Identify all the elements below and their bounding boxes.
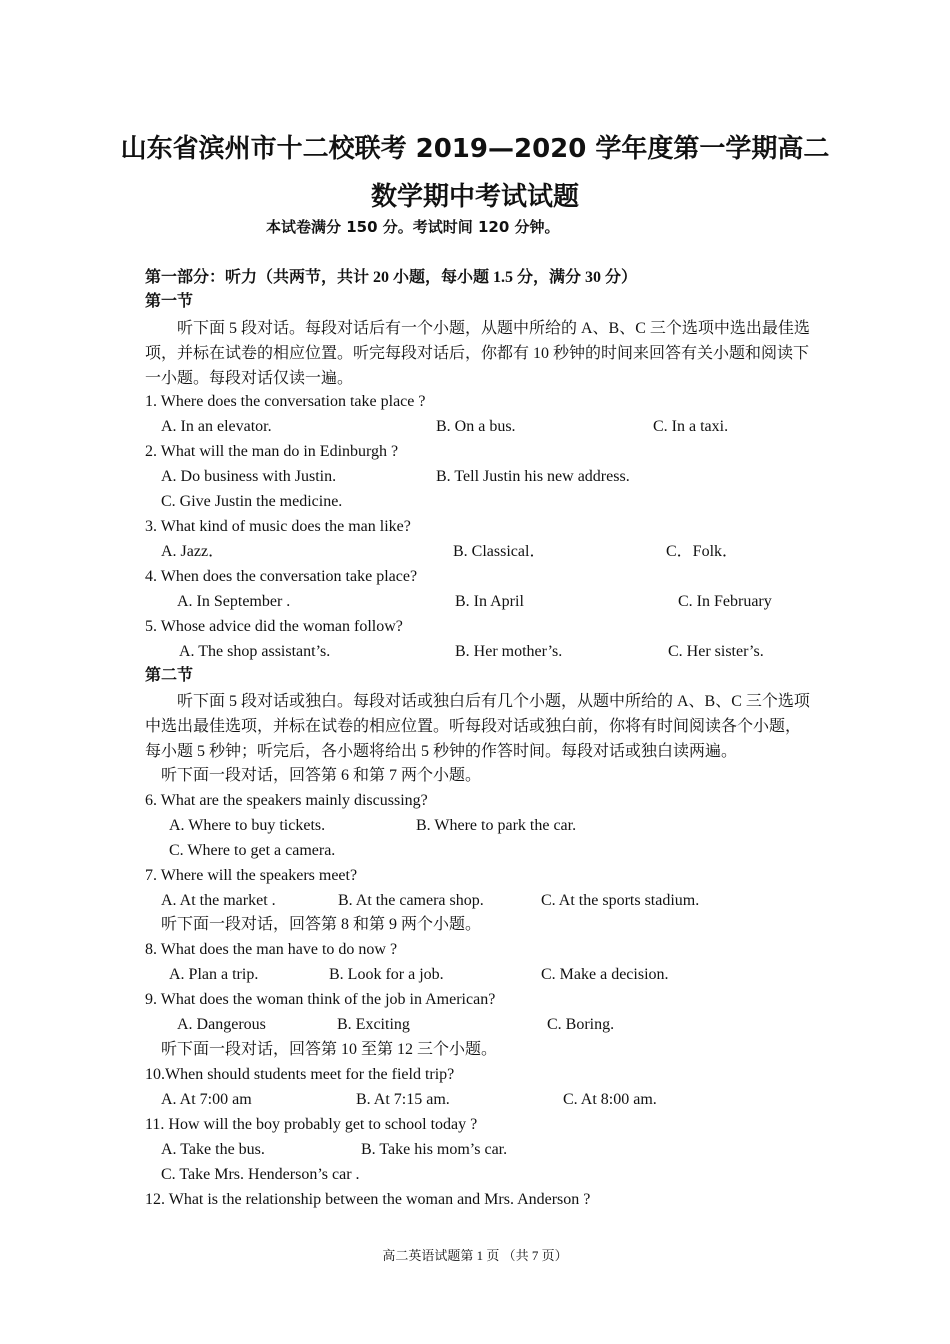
q2-option-a: A. Do business with Justin. bbox=[161, 468, 337, 485]
question-11: 11. How will the boy probably get to school today ? bbox=[145, 1116, 478, 1133]
q5-option-b: B. Her mother’s. bbox=[455, 643, 563, 660]
q6-option-a: A. Where to buy tickets. bbox=[169, 817, 326, 834]
q11-option-a: A. Take the bus. bbox=[161, 1141, 265, 1158]
q1-option-c: C. In a taxi. bbox=[653, 418, 729, 435]
q4-option-a: A. In September . bbox=[177, 593, 291, 610]
q9-option-a: A. Dangerous bbox=[177, 1016, 266, 1033]
q8-option-a: A. Plan a trip. bbox=[169, 966, 259, 983]
q8-option-c: C. Make a decision. bbox=[541, 966, 669, 983]
group-3-intro: 听下面一段对话，回答第 10 至第 12 三个小题。 bbox=[161, 1041, 498, 1058]
q3-option-b: B. Classical． bbox=[453, 543, 546, 560]
q2-option-c: C. Give Justin the medicine. bbox=[161, 493, 343, 510]
question-7: 7. Where will the speakers meet? bbox=[145, 867, 358, 884]
question-4: 4. When does the conversation take place? bbox=[145, 568, 418, 585]
q10-option-b: B. At 7:15 am. bbox=[356, 1091, 450, 1108]
question-10: 10.When should students meet for the field trip? bbox=[145, 1066, 455, 1083]
exam-title-line1: 山东省滨州市十二校联考 2019—2020 学年度第一学期高二 bbox=[120, 134, 830, 164]
page-footer: 高二英语试题第 1 页 （共 7 页） bbox=[382, 1248, 568, 1263]
group-1-intro: 听下面一段对话，回答第 6 和第 7 两个小题。 bbox=[161, 767, 482, 784]
q3-option-a: A. Jazz． bbox=[161, 543, 225, 560]
part1-heading: 第一部分：听力（共两节，共计 20 小题，每小题 1.5 分，满分 30 分） bbox=[145, 269, 638, 286]
question-2: 2. What will the man do in Edinburgh ? bbox=[145, 443, 399, 460]
q9-option-b: B. Exciting bbox=[337, 1016, 410, 1033]
q2-option-b: B. Tell Justin his new address. bbox=[436, 468, 630, 485]
section1-instructions: 听下面 5 段对话。每段对话后有一个小题，从题中所给的 A、B、C 三个选项中选出最佳选项，并标在试卷的相应位置。听完每段对话后，你都有 10 秒钟的时间来回答有关小题和阅读下一小题。每段对话仅读一遍。 bbox=[145, 320, 810, 387]
q11-option-c: C. Take Mrs. Henderson’s car . bbox=[161, 1166, 360, 1183]
q1-option-b: B. On a bus. bbox=[436, 418, 516, 435]
section2-instructions: 听下面 5 段对话或独白。每段对话或独白后有几个小题，从题中所给的 A、B、C 三个选项中选出最佳选项，并标在试卷的相应位置。听每段对话或独白前，你将有时间阅读各个小题，每小题 5 秒钟；听完后，各小题将给出 5 秒钟的作答时间。每段对话或独白读两遍。 bbox=[145, 693, 810, 760]
q6-option-b: B. Where to park the car. bbox=[416, 817, 577, 834]
question-5: 5. Whose advice did the woman follow? bbox=[145, 618, 403, 635]
exam-note: 本试卷满分 150 分。考试时间 120 分钟。 bbox=[266, 218, 560, 236]
question-9: 9. What does the woman think of the job in American? bbox=[145, 991, 496, 1008]
q9-option-c: C. Boring. bbox=[547, 1016, 615, 1033]
q7-option-c: C. At the sports stadium. bbox=[541, 892, 700, 909]
q11-option-b: B. Take his mom’s car. bbox=[361, 1141, 508, 1158]
group-2-intro: 听下面一段对话，回答第 8 和第 9 两个小题。 bbox=[161, 916, 482, 933]
q8-option-b: B. Look for a job. bbox=[329, 966, 444, 983]
exam-title-line2: 数学期中考试试题 bbox=[370, 182, 579, 212]
section1-label: 第一节 bbox=[145, 293, 194, 310]
q3-option-c: C．Folk． bbox=[666, 543, 739, 560]
q5-option-a: A. The shop assistant’s. bbox=[179, 643, 331, 660]
question-12: 12. What is the relationship between the woman and Mrs. Anderson ? bbox=[145, 1191, 591, 1208]
q5-option-c: C. Her sister’s. bbox=[668, 643, 764, 660]
section2-label: 第二节 bbox=[145, 667, 194, 684]
q10-option-a: A. At 7:00 am bbox=[161, 1091, 252, 1108]
q7-option-a: A. At the market . bbox=[161, 892, 276, 909]
q1-option-a: A. In an elevator. bbox=[161, 418, 272, 435]
q4-option-b: B. In April bbox=[455, 593, 524, 610]
question-3: 3. What kind of music does the man like? bbox=[145, 518, 411, 535]
question-6: 6. What are the speakers mainly discussing? bbox=[145, 792, 428, 809]
q10-option-c: C. At 8:00 am. bbox=[563, 1091, 657, 1108]
q4-option-c: C. In February bbox=[678, 593, 772, 610]
q7-option-b: B. At the camera shop. bbox=[338, 892, 484, 909]
q6-option-c: C. Where to get a camera. bbox=[169, 842, 336, 859]
question-8: 8. What does the man have to do now ? bbox=[145, 941, 398, 958]
question-1: 1. Where does the conversation take place ? bbox=[145, 393, 426, 410]
